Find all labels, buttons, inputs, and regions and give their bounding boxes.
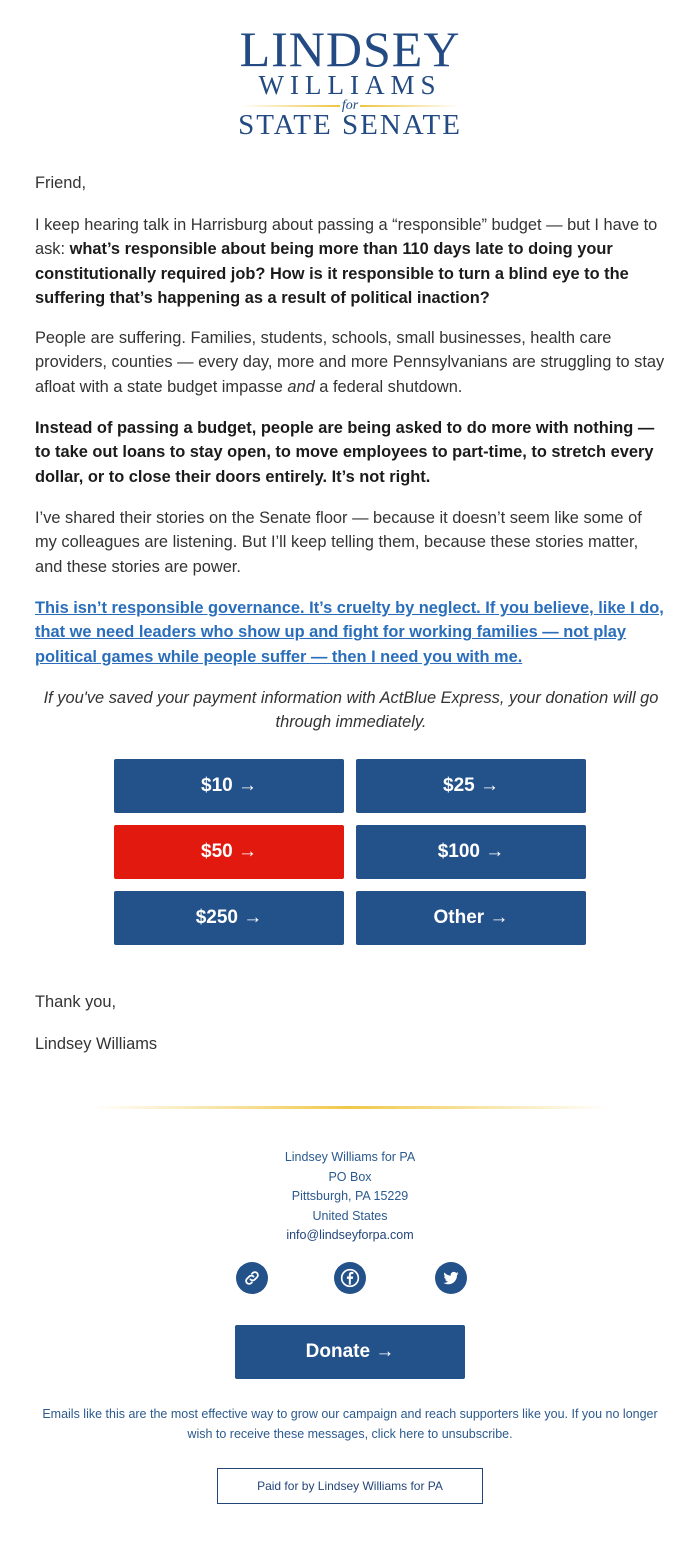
cta-link[interactable]: This isn’t responsible governance. It’s cruelty by neglect. If you believe, like I do, that we need leaders who show up and fight for working families — not play political games while people suffer — then I need you with me.: [35, 599, 664, 666]
footer-org: Lindsey Williams for PA: [284, 1150, 416, 1164]
twitter-icon[interactable]: [435, 1262, 467, 1294]
donate-100-button[interactable]: $100 →: [356, 825, 586, 879]
donate-250-button[interactable]: $250 →: [114, 891, 344, 945]
footer-divider: [90, 1106, 610, 1109]
footer-address: [0, 1148, 700, 1246]
paragraph-1-text: I keep hearing talk in Harrisburg about passing a “responsible” budget — but I have to ask:: [35, 216, 658, 259]
donate-other-button[interactable]: Other →: [356, 891, 586, 945]
logo-line-williams: WILLIAMS: [258, 70, 442, 100]
logo-for-row: [0, 98, 700, 116]
greeting-text: Friend,: [35, 174, 87, 192]
logo-gold-line-left: [240, 105, 340, 107]
paragraph-1-bold: what’s responsible about being more than 110 days late to doing your constitutionally required job? How is it responsible to turn a blind eye to the suffering that’s happening as a result of political inaction?: [35, 240, 629, 307]
thanks-text: Thank you,: [35, 993, 117, 1011]
link-icon[interactable]: [236, 1262, 268, 1294]
donate-10-button[interactable]: $10 →: [114, 759, 344, 813]
paragraph-2-text: People are suffering. Families, students, schools, small businesses, health care providers, counties — every day, more and more Pennsylvanians are struggling to stay afloat with a state budget impasse: [35, 329, 665, 396]
logo-line-state-senate: STATE SENATE: [238, 109, 462, 141]
footer-donate-button[interactable]: Donate →: [235, 1325, 465, 1379]
paragraph-2: [35, 326, 667, 399]
cta-link-paragraph: [35, 596, 667, 669]
donate-50-button[interactable]: $50 →: [114, 825, 344, 879]
signature: [35, 1032, 667, 1056]
paragraph-4: [35, 506, 667, 579]
paragraph-2-italic: and: [287, 377, 315, 396]
logo-gold-line-right: [360, 105, 460, 107]
express-note: [35, 686, 667, 735]
footer-country: United States: [312, 1208, 388, 1223]
footer-email[interactable]: info@lindseyforpa.com: [286, 1228, 414, 1242]
footer-city: Pittsburgh, PA 15229: [291, 1189, 409, 1203]
paid-for-box: Paid for by Lindsey Williams for PA: [217, 1468, 483, 1504]
donate-25-button[interactable]: $25 →: [356, 759, 586, 813]
thanks: [35, 990, 667, 1014]
unsubscribe-disclaimer[interactable]: Emails like this are the most effective way to grow our campaign and reach supporters like you. If you no longer wish to receive these messages, click here to unsubscribe.: [42, 1407, 658, 1441]
paragraph-2-end: a federal shutdown.: [314, 377, 463, 396]
paragraph-1: [35, 213, 667, 310]
facebook-icon[interactable]: [334, 1262, 366, 1294]
greeting: [35, 171, 667, 195]
campaign-logo: [0, 21, 700, 141]
paragraph-4-text: I’ve shared their stories on the Senate floor — because it doesn’t seem like some of my colleagues are listening. But I’ll keep telling them, because these stories matter, and these stories are power.: [35, 509, 642, 576]
logo-for: for: [341, 98, 359, 113]
paragraph-3: [35, 416, 667, 489]
footer-po: PO Box: [328, 1169, 372, 1184]
paragraph-3-bold: Instead of passing a budget, people are being asked to do more with nothing — to take out loans to stay open, to move employees to part-time, to stretch every dollar, or to close their doors entirely. It’s not right.: [35, 419, 655, 486]
logo-line-lindsey: LINDSEY: [239, 21, 461, 77]
express-note-text: If you've saved your payment information with ActBlue Express, your donation will go through immediately.: [43, 689, 659, 732]
signature-text: Lindsey Williams: [35, 1035, 158, 1053]
